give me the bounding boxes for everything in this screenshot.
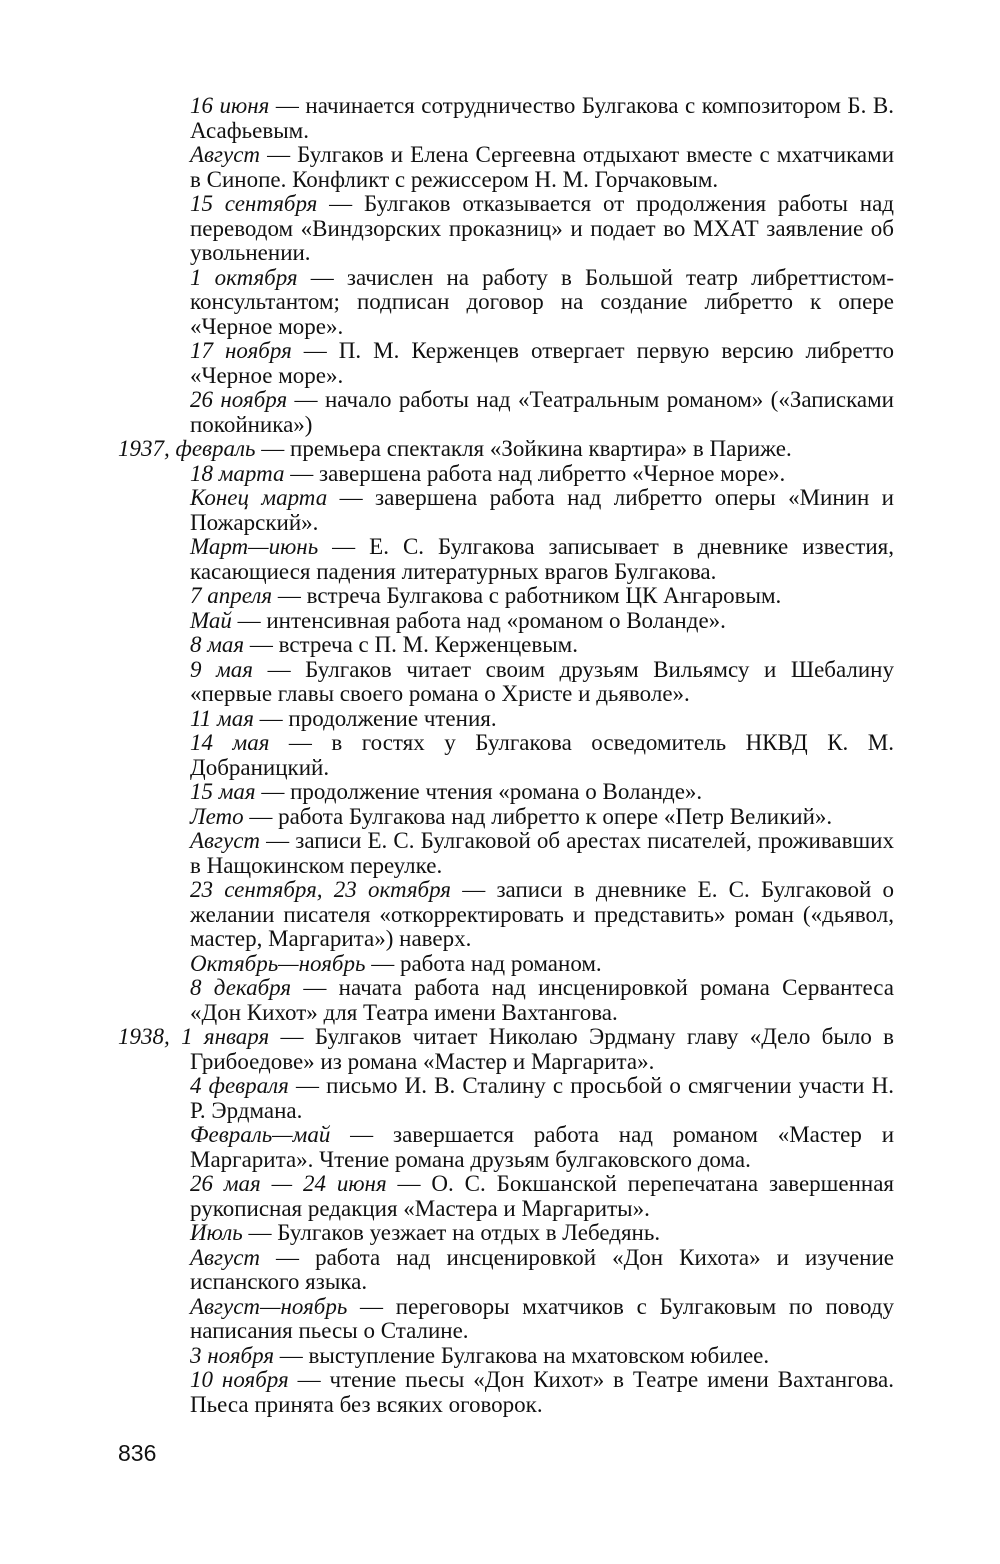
chronology-entry	[118, 339, 894, 388]
entry-text: — О. С. Бокшанской перепечатана завершенная рукописная редакция «Мастера и Маргариты».	[190, 1171, 895, 1221]
entry-text: — интенсивная работа над «романом о Воланде».	[231, 607, 726, 633]
chronology-entry	[118, 805, 894, 830]
entry-text: — Булгаков уезжает на отдых в Лебедянь.	[242, 1220, 661, 1245]
chronology-entry	[118, 1123, 894, 1172]
chronology-entry	[118, 1246, 894, 1295]
chronology-entry	[118, 192, 894, 266]
entry-text: — Булгаков и Елена Сергеевна отдыхают вместе с мхатчиками в Синопе. Конфликт с режиссером Н. М. Горчаковым.	[190, 142, 894, 192]
chronology-entry	[118, 437, 894, 462]
entry-date: 26 ноября	[190, 387, 288, 412]
entry-date: 4 февраля	[190, 1073, 289, 1098]
entry-date: 14 мая	[190, 730, 270, 755]
entry-text: — выступление Булгакова на мхатовском юбилее.	[274, 1342, 770, 1368]
entry-date: 9 мая	[190, 656, 253, 682]
entry-date: 7 апреля	[190, 583, 273, 608]
entry-text: — работа над романом.	[365, 950, 602, 976]
entry-date: 17 ноября	[190, 338, 292, 363]
chronology-entry	[118, 878, 894, 952]
entry-date: 8 мая	[190, 632, 245, 657]
chronology-entry	[118, 143, 894, 192]
entry-text: — Булгаков отказывается от продолжения работы над переводом «Виндзорских проказниц» и подает во МХАТ заявление об увольнении.	[190, 191, 895, 265]
entry-date: Август	[190, 1244, 261, 1270]
entry-text: — Булгаков читает своим друзьям Вильямсу и Шебалину «первые главы своего романа о Христе и дьяволе».	[190, 656, 894, 706]
entry-text: — работа над инсценировкой «Дон Кихота» и изучение испанского языка.	[190, 1244, 894, 1294]
chronology-entry	[118, 535, 894, 584]
chronology-entry	[118, 486, 894, 535]
page-number: 836	[118, 1440, 157, 1466]
entry-text: — работа Булгакова над либретто к опере «Петр Великий».	[243, 803, 833, 829]
chronology-entry	[118, 707, 894, 732]
chronology-entry	[118, 976, 894, 1025]
entry-date: Август—ноябрь	[190, 1293, 348, 1319]
entry-date: 1 октября	[190, 264, 298, 290]
entry-date: 18 марта	[190, 460, 285, 486]
entry-date: 15 мая	[190, 779, 256, 804]
entry-date: 3 ноября	[190, 1342, 275, 1368]
entry-text: — завершена работа над либретто «Черное море».	[284, 460, 786, 486]
chronology-list	[118, 94, 894, 1417]
entry-text: — начата работа над инсценировкой романа Сервантеса «Дон Кихот» для Театра имени Вахтангова.	[190, 975, 894, 1025]
entry-date: Июль	[190, 1220, 243, 1245]
entry-date: 16 июня	[190, 93, 270, 118]
entry-text: — письмо И. В. Сталину с просьбой о смягчении участи Н. Р. Эрдмана.	[190, 1073, 894, 1123]
chronology-entry	[118, 609, 894, 634]
entry-text: — записи Е. С. Булгаковой об арестах писателей, проживавших в Нащокинском переулке.	[190, 828, 894, 878]
entry-date: Август	[190, 828, 261, 853]
chronology-entry	[118, 1172, 894, 1221]
entry-text: — П. М. Керженцев отвергает первую версию либретто «Черное море».	[190, 338, 894, 388]
entry-text: — завершается работа над романом «Мастер и Маргарита». Чтение романа друзьям булгаковского дома.	[190, 1122, 894, 1172]
entry-text: — встреча Булгакова с работником ЦК Ангаровым.	[272, 583, 782, 608]
entry-text: — в гостях у Булгакова осведомитель НКВД К. М. Добраницкий.	[190, 730, 894, 780]
entry-date: 10 ноября	[190, 1367, 289, 1392]
chronology-entry	[118, 1295, 894, 1344]
entry-text: — продолжение чтения «романа о Воланде».	[255, 779, 703, 804]
chronology-entry	[118, 1344, 894, 1369]
chronology-entry	[118, 731, 894, 780]
entry-date: 15 сентября	[190, 191, 318, 216]
entry-text: — встреча с П. М. Керженцевым.	[244, 632, 578, 657]
entry-date: Август	[190, 142, 261, 167]
chronology-entry	[118, 658, 894, 707]
entry-date: 1937, февраль	[118, 436, 256, 461]
chronology-entry	[118, 1368, 894, 1417]
entry-date: Октябрь—ноябрь	[190, 950, 366, 976]
chronology-entry	[118, 584, 894, 609]
entry-text: — переговоры мхатчиков с Булгаковым по поводу написания пьесы о Сталине.	[190, 1293, 894, 1343]
entry-date: 8 декабря	[190, 975, 292, 1000]
entry-date: Март—июнь	[190, 534, 319, 559]
entry-date: Май	[190, 607, 232, 633]
chronology-entry	[118, 1074, 894, 1123]
chronology-entry	[118, 952, 894, 977]
entry-text: — чтение пьесы «Дон Кихот» в Театре имени Вахтангова. Пьеса принята без всяких оговорок.	[190, 1367, 894, 1417]
chronology-entry	[118, 829, 894, 878]
entry-date: 23 сентября, 23 октября	[190, 877, 451, 902]
chronology-entry	[118, 633, 894, 658]
entry-text: — завершена работа над либретто оперы «Минин и Пожарский».	[190, 485, 894, 535]
entry-date: 1938, 1 января	[118, 1024, 270, 1049]
entry-text: — начало работы над «Театральным романом» («Записками покойника»)	[190, 387, 894, 437]
entry-date: 26 мая — 24 июня	[190, 1171, 387, 1196]
chronology-entry	[118, 1025, 894, 1074]
entry-date: 11 мая	[190, 705, 254, 731]
chronology-entry	[118, 1221, 894, 1246]
entry-text: — продолжение чтения.	[253, 705, 497, 731]
entry-date: Конец марта	[190, 485, 328, 510]
entry-text: — премьера спектакля «Зойкина квартира» в Париже.	[255, 436, 792, 461]
entry-text: — записи в дневнике Е. С. Булгаковой о желании писателя «откорректировать и представить» роман («дьявол, мастер, Маргарита») наверх.	[190, 877, 894, 951]
chronology-entry	[118, 266, 894, 340]
entry-date: Лето	[190, 803, 244, 829]
chronology-entry	[118, 462, 894, 487]
entry-date: Февраль—май	[190, 1122, 331, 1147]
entry-text: — Е. С. Булгакова записывает в дневнике известия, касающиеся падения литературных врагов Булгакова.	[190, 534, 894, 584]
chronology-entry	[118, 780, 894, 805]
entry-text: — зачислен на работу в Большой театр либреттистом-консультантом; подписан договор на создание либретто к опере «Черное море».	[190, 264, 894, 339]
chronology-entry	[118, 94, 894, 143]
chronology-entry	[118, 388, 894, 437]
entry-text: — начинается сотрудничество Булгакова с композитором Б. В. Асафьевым.	[190, 93, 894, 143]
entry-text: — Булгаков читает Николаю Эрдману главу «Дело было в Грибоедове» из романа «Мастер и Маргарита».	[190, 1024, 894, 1074]
